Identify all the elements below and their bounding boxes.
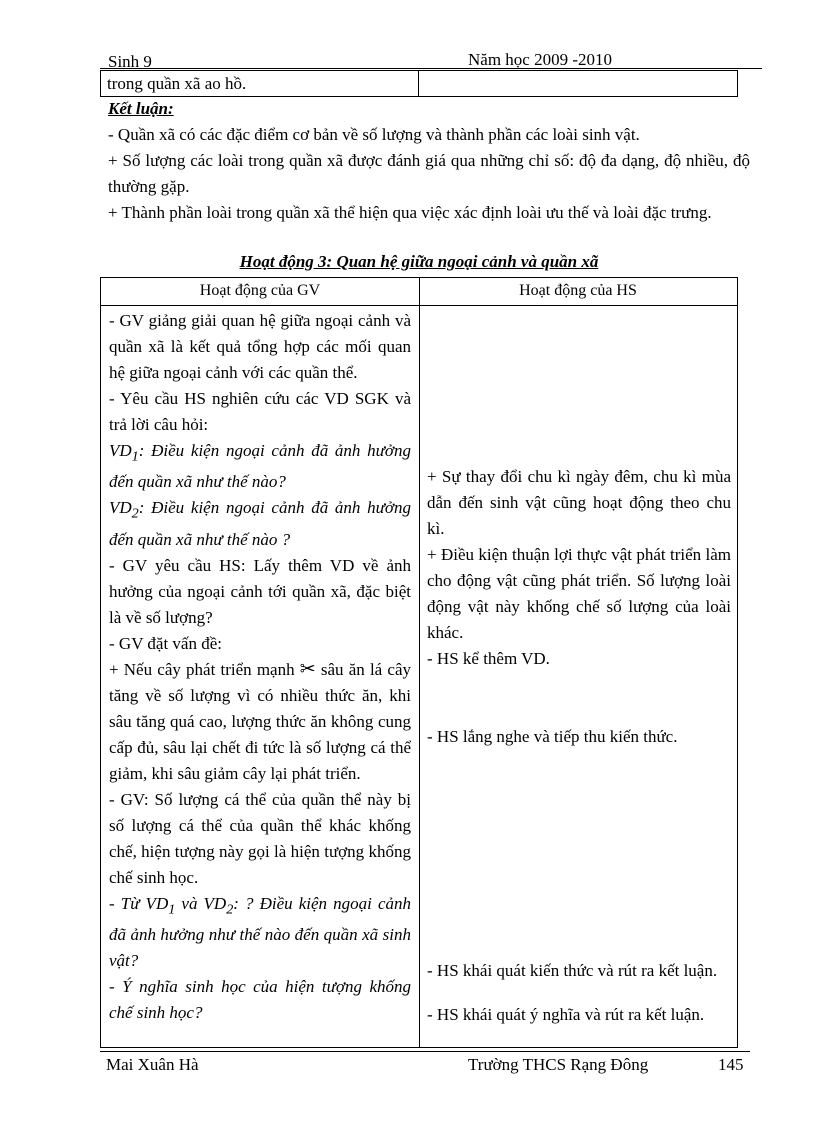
activity-title	[100, 252, 738, 272]
activity-label: Hoạt động 3	[239, 252, 327, 271]
hs-summary: - HS khái quát kiến thức và rút ra kết luận.	[427, 961, 718, 980]
conclusion-section	[108, 96, 750, 226]
conclusion-paragraph-3: + Thành phần loài trong quần xã thể hiện qua việc xác định loài ưu thế và loài đặc trưng.	[108, 203, 712, 222]
gv-question-summary	[109, 891, 411, 974]
vd2-label: VD	[109, 498, 132, 518]
hs-spacer-4	[427, 984, 731, 1002]
summary-sub-2: 2	[226, 901, 234, 918]
hs-spacer-1	[427, 308, 731, 464]
gv-problem-statement: - GV đặt vấn đề:	[109, 633, 222, 653]
hs-spacer-3	[427, 750, 731, 958]
vd2-question: : Điều kiện ngoại cảnh đã ảnh hưởng đến quần xã như thế nào ?	[109, 498, 411, 549]
gv-explanation: - GV: Số lượng cá thể của quần thể này bị số lượng cá thể của quần thể khác khống chế, hiện tượng này gọi là hiện tượng khống chế sinh học.	[109, 789, 411, 887]
activity-table	[100, 277, 738, 1048]
student-activity-column	[427, 308, 731, 1047]
table-column-divider	[419, 278, 420, 1047]
header-school-year: Năm học 2009 -2010	[468, 50, 613, 69]
gv-request: - Yêu cầu HS nghiên cứu các VD SGK và trả lời câu hỏi:	[109, 389, 411, 434]
conclusion-paragraph-1: - Quần xã có các đặc điểm cơ bản về số lượng và thành phần các loài sinh vật.	[108, 125, 640, 144]
footer-divider	[100, 1051, 750, 1052]
header-divider	[100, 68, 762, 69]
summary-sub-1: 1	[168, 901, 176, 918]
header-subject: Sinh 9	[108, 52, 152, 71]
page-number: 145	[718, 1055, 744, 1074]
conclusion-title: Kết luận:	[108, 99, 174, 118]
hs-answer-vd1: + Sự thay đổi chu kì ngày đêm, chu kì mùa dẫn đến sinh vật cũng hoạt động theo chu kì.	[427, 467, 731, 538]
gv-example	[109, 657, 411, 787]
gv-question-vd2	[109, 495, 411, 552]
hs-spacer-2	[427, 672, 731, 724]
hs-meaning: - HS khái quát ý nghĩa và rút ra kết luận.	[427, 1005, 705, 1024]
gv-intro: - GV giảng giải quan hệ giữa ngoại cảnh và quần xã là kết quả tổng hợp các mối quan hệ giữa ngoại cảnh với các quần thể.	[109, 311, 411, 382]
table-header-hs: Hoạt động của HS	[519, 282, 637, 299]
footer-author: Mai Xuân Hà	[106, 1055, 199, 1074]
footer-school: Trường THCS Rạng Đông	[468, 1055, 649, 1074]
table-header-gv: Hoạt động của GV	[199, 282, 321, 299]
summary-part-1: - Từ VD	[109, 893, 169, 913]
gv-question-vd1	[109, 438, 411, 495]
gv-example-start: + Nếu cây phát triển mạnh	[109, 659, 295, 679]
gv-question-meaning: - Ý nghĩa sinh học của hiện tượng khống chế sinh học?	[109, 977, 411, 1023]
previous-table-cell-right	[419, 71, 737, 96]
vd1-question: : Điều kiện ngoại cảnh đã ảnh hưởng đến quần xã như thế nào?	[109, 441, 411, 492]
teacher-activity-column	[109, 308, 411, 1047]
summary-part-2: và VD	[175, 893, 227, 913]
scissors-icon: ✂	[299, 658, 316, 680]
hs-listen: - HS lắng nghe và tiếp thu kiến thức.	[427, 727, 678, 746]
vd1-label: VD	[109, 441, 132, 460]
conclusion-paragraph-2: + Số lượng các loài trong quần xã được đánh giá qua những chỉ số: độ đa dạng, độ nhiều, độ thường gặp.	[108, 151, 750, 196]
gv-request-examples: - GV yêu cầu HS: Lấy thêm VD về ảnh hưởng của ngoại cảnh tới quần xã, đặc biệt là về số lượng?	[109, 555, 411, 627]
vd2-subscript: 2	[131, 505, 139, 522]
previous-table-cell-left: trong quần xã ao hồ.	[101, 71, 419, 96]
table-header-divider	[101, 305, 737, 306]
hs-answer-vd2: + Điều kiện thuận lợi thực vật phát triển làm cho động vật cũng phát triển. Số lượng loài động vật này khống chế số lượng của loài khác.	[427, 545, 731, 642]
summary-part-3: : ? Điều kiện ngoại cảnh đã ảnh hưởng như thế nào đến quần xã sinh vật?	[109, 893, 411, 971]
gv-example-rest: sâu ăn lá cây tăng về số lượng vì có nhiều thức ăn, khi sâu tăng quá cao, lượng thức ăn không cung cấp đủ, sâu lại chết đi tức là số lượng cá thể giảm, khi sâu giảm cây lại phát triển.	[109, 659, 411, 783]
activity-heading: : Quan hệ giữa ngoại cảnh và quần xã	[326, 252, 599, 271]
vd1-subscript: 1	[131, 448, 139, 465]
previous-table-tail	[100, 70, 738, 97]
hs-examples: - HS kể thêm VD.	[427, 649, 550, 668]
